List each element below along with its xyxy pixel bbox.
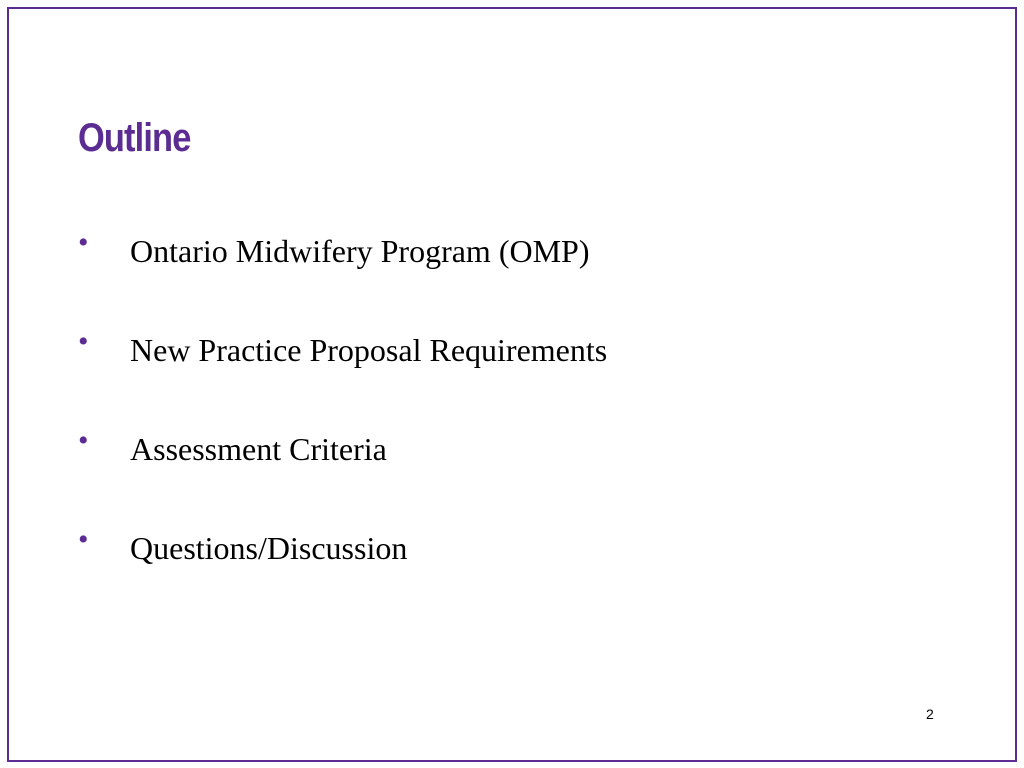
slide-title: Outline	[78, 116, 191, 160]
page-number: 2	[926, 706, 934, 722]
list-item-text: Ontario Midwifery Program (OMP)	[130, 233, 590, 269]
list-item-text: Questions/Discussion	[130, 530, 408, 566]
list-item-text: New Practice Proposal Requirements	[130, 332, 608, 368]
bullet-icon: •	[78, 226, 89, 259]
bullet-icon: •	[78, 325, 89, 358]
bullet-icon: •	[78, 523, 89, 556]
list-item-text: Assessment Criteria	[130, 431, 387, 467]
bullet-icon: •	[78, 424, 89, 457]
